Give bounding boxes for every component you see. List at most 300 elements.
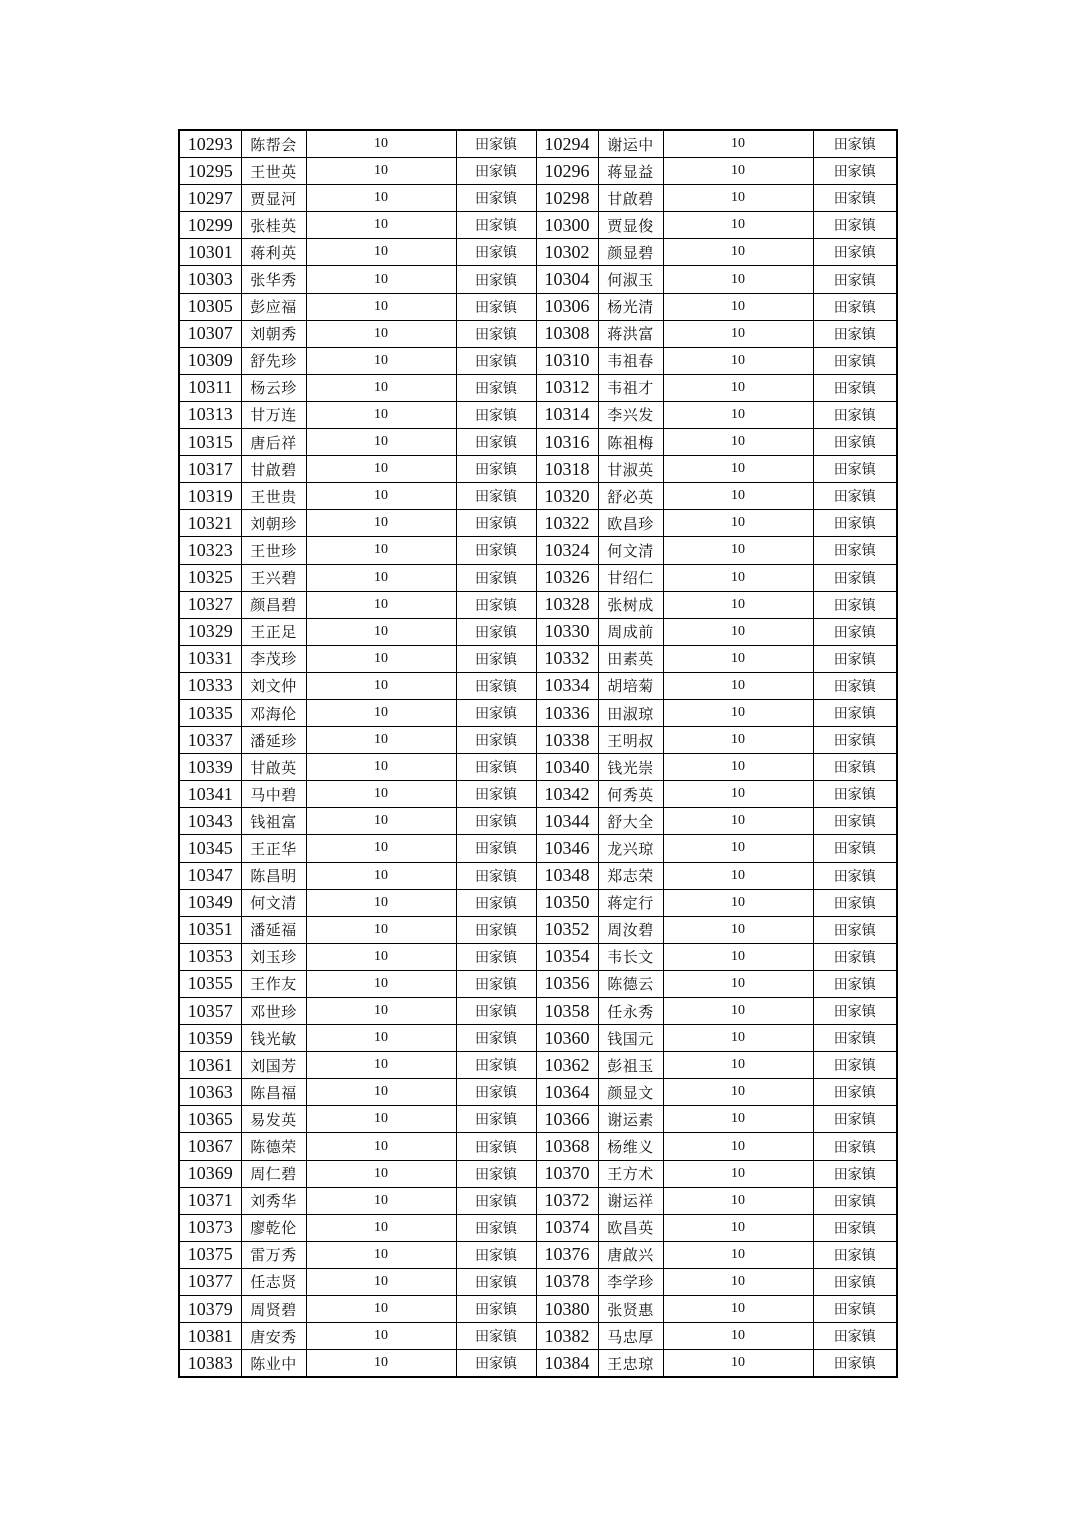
person-name-cell: 王世英: [241, 158, 306, 185]
town-name-cell: 田家镇: [813, 347, 897, 374]
person-name-cell: 甘绍仁: [598, 564, 663, 591]
town-name-cell: 田家镇: [813, 1214, 897, 1241]
table-row: [179, 429, 897, 456]
record-id-cell: 10313: [179, 401, 241, 428]
record-id-cell: 10305: [179, 293, 241, 320]
person-name-cell: 雷万秀: [241, 1241, 306, 1268]
amount-cell: 10: [306, 239, 456, 266]
person-name-cell: 颜显碧: [598, 239, 663, 266]
table-row: [179, 1079, 897, 1106]
person-name-cell: 韦祖春: [598, 347, 663, 374]
person-name-cell: 钱光敏: [241, 1025, 306, 1052]
record-id-cell: 10363: [179, 1079, 241, 1106]
amount-cell: 10: [663, 212, 813, 239]
amount-cell: 10: [663, 916, 813, 943]
town-name-cell: 田家镇: [456, 347, 536, 374]
person-name-cell: 杨光清: [598, 293, 663, 320]
amount-cell: 10: [663, 862, 813, 889]
town-name-cell: 田家镇: [456, 808, 536, 835]
town-name-cell: 田家镇: [456, 1214, 536, 1241]
table-row: [179, 212, 897, 239]
record-id-cell: 10365: [179, 1106, 241, 1133]
person-name-cell: 田淑琼: [598, 699, 663, 726]
town-name-cell: 田家镇: [456, 591, 536, 618]
table-row: [179, 130, 897, 158]
record-id-cell: 10371: [179, 1187, 241, 1214]
town-name-cell: 田家镇: [813, 212, 897, 239]
amount-cell: 10: [663, 429, 813, 456]
amount-cell: 10: [663, 1268, 813, 1295]
amount-cell: 10: [306, 537, 456, 564]
town-name-cell: 田家镇: [813, 1079, 897, 1106]
person-name-cell: 王兴碧: [241, 564, 306, 591]
amount-cell: 10: [663, 1187, 813, 1214]
town-name-cell: 田家镇: [456, 1079, 536, 1106]
person-name-cell: 甘啟英: [241, 754, 306, 781]
person-name-cell: 李兴发: [598, 401, 663, 428]
person-name-cell: 甘啟碧: [241, 456, 306, 483]
table-row: [179, 320, 897, 347]
record-id-cell: 10361: [179, 1052, 241, 1079]
record-id-cell: 10298: [536, 185, 598, 212]
record-id-cell: 10366: [536, 1106, 598, 1133]
person-name-cell: 陈昌福: [241, 1079, 306, 1106]
town-name-cell: 田家镇: [456, 916, 536, 943]
amount-cell: 10: [663, 320, 813, 347]
person-name-cell: 刘国芳: [241, 1052, 306, 1079]
amount-cell: 10: [306, 591, 456, 618]
amount-cell: 10: [306, 374, 456, 401]
amount-cell: 10: [306, 1268, 456, 1295]
record-id-cell: 10327: [179, 591, 241, 618]
person-name-cell: 唐后祥: [241, 429, 306, 456]
amount-cell: 10: [306, 401, 456, 428]
town-name-cell: 田家镇: [456, 1296, 536, 1323]
town-name-cell: 田家镇: [813, 970, 897, 997]
town-name-cell: 田家镇: [456, 727, 536, 754]
person-name-cell: 舒大全: [598, 808, 663, 835]
person-name-cell: 舒先珍: [241, 347, 306, 374]
town-name-cell: 田家镇: [813, 1025, 897, 1052]
record-id-cell: 10382: [536, 1323, 598, 1350]
record-id-cell: 10341: [179, 781, 241, 808]
amount-cell: 10: [306, 645, 456, 672]
person-name-cell: 马忠厚: [598, 1323, 663, 1350]
record-id-cell: 10304: [536, 266, 598, 293]
person-name-cell: 王方术: [598, 1160, 663, 1187]
amount-cell: 10: [306, 1025, 456, 1052]
person-name-cell: 蒋利英: [241, 239, 306, 266]
person-name-cell: 韦长文: [598, 943, 663, 970]
table-row: [179, 835, 897, 862]
amount-cell: 10: [663, 1052, 813, 1079]
person-name-cell: 陈昌明: [241, 862, 306, 889]
town-name-cell: 田家镇: [456, 1052, 536, 1079]
town-name-cell: 田家镇: [813, 1187, 897, 1214]
amount-cell: 10: [306, 1160, 456, 1187]
table-row: [179, 1187, 897, 1214]
person-name-cell: 邓世珍: [241, 998, 306, 1025]
person-name-cell: 易发英: [241, 1106, 306, 1133]
record-id-cell: 10334: [536, 672, 598, 699]
town-name-cell: 田家镇: [813, 130, 897, 158]
record-id-cell: 10336: [536, 699, 598, 726]
table-row: [179, 456, 897, 483]
town-name-cell: 田家镇: [813, 943, 897, 970]
record-id-cell: 10325: [179, 564, 241, 591]
record-id-cell: 10301: [179, 239, 241, 266]
amount-cell: 10: [306, 699, 456, 726]
record-id-cell: 10299: [179, 212, 241, 239]
roster-body: [179, 130, 897, 1377]
record-id-cell: 10328: [536, 591, 598, 618]
amount-cell: 10: [663, 970, 813, 997]
record-id-cell: 10310: [536, 347, 598, 374]
amount-cell: 10: [306, 130, 456, 158]
town-name-cell: 田家镇: [813, 916, 897, 943]
record-id-cell: 10297: [179, 185, 241, 212]
record-id-cell: 10378: [536, 1268, 598, 1295]
town-name-cell: 田家镇: [813, 293, 897, 320]
town-name-cell: 田家镇: [813, 429, 897, 456]
record-id-cell: 10319: [179, 483, 241, 510]
record-id-cell: 10384: [536, 1350, 598, 1378]
person-name-cell: 贾显俊: [598, 212, 663, 239]
town-name-cell: 田家镇: [456, 1241, 536, 1268]
record-id-cell: 10362: [536, 1052, 598, 1079]
amount-cell: 10: [663, 483, 813, 510]
amount-cell: 10: [306, 483, 456, 510]
record-id-cell: 10368: [536, 1133, 598, 1160]
person-name-cell: 周成前: [598, 618, 663, 645]
amount-cell: 10: [663, 1106, 813, 1133]
town-name-cell: 田家镇: [813, 537, 897, 564]
person-name-cell: 张华秀: [241, 266, 306, 293]
person-name-cell: 舒必英: [598, 483, 663, 510]
amount-cell: 10: [306, 564, 456, 591]
person-name-cell: 王世珍: [241, 537, 306, 564]
record-id-cell: 10294: [536, 130, 598, 158]
town-name-cell: 田家镇: [456, 1268, 536, 1295]
table-row: [179, 266, 897, 293]
record-id-cell: 10309: [179, 347, 241, 374]
record-id-cell: 10302: [536, 239, 598, 266]
amount-cell: 10: [306, 320, 456, 347]
town-name-cell: 田家镇: [456, 1106, 536, 1133]
record-id-cell: 10330: [536, 618, 598, 645]
amount-cell: 10: [663, 266, 813, 293]
amount-cell: 10: [306, 781, 456, 808]
amount-cell: 10: [306, 808, 456, 835]
person-name-cell: 王正华: [241, 835, 306, 862]
table-row: [179, 1268, 897, 1295]
record-id-cell: 10320: [536, 483, 598, 510]
person-name-cell: 邓海伦: [241, 699, 306, 726]
record-id-cell: 10300: [536, 212, 598, 239]
table-row: [179, 1241, 897, 1268]
record-id-cell: 10338: [536, 727, 598, 754]
amount-cell: 10: [306, 456, 456, 483]
record-id-cell: 10326: [536, 564, 598, 591]
record-id-cell: 10373: [179, 1214, 241, 1241]
town-name-cell: 田家镇: [456, 564, 536, 591]
amount-cell: 10: [663, 456, 813, 483]
record-id-cell: 10347: [179, 862, 241, 889]
record-id-cell: 10379: [179, 1296, 241, 1323]
table-row: [179, 293, 897, 320]
person-name-cell: 蒋洪富: [598, 320, 663, 347]
person-name-cell: 钱国元: [598, 1025, 663, 1052]
town-name-cell: 田家镇: [456, 835, 536, 862]
amount-cell: 10: [306, 1133, 456, 1160]
record-id-cell: 10351: [179, 916, 241, 943]
town-name-cell: 田家镇: [813, 320, 897, 347]
town-name-cell: 田家镇: [813, 564, 897, 591]
record-id-cell: 10329: [179, 618, 241, 645]
town-name-cell: 田家镇: [813, 1296, 897, 1323]
person-name-cell: 钱光崇: [598, 754, 663, 781]
table-row: [179, 537, 897, 564]
amount-cell: 10: [663, 1323, 813, 1350]
amount-cell: 10: [663, 672, 813, 699]
town-name-cell: 田家镇: [813, 1323, 897, 1350]
person-name-cell: 胡培菊: [598, 672, 663, 699]
record-id-cell: 10380: [536, 1296, 598, 1323]
amount-cell: 10: [306, 1079, 456, 1106]
table-row: [179, 374, 897, 401]
town-name-cell: 田家镇: [813, 483, 897, 510]
town-name-cell: 田家镇: [456, 1323, 536, 1350]
record-id-cell: 10316: [536, 429, 598, 456]
record-id-cell: 10377: [179, 1268, 241, 1295]
town-name-cell: 田家镇: [813, 862, 897, 889]
amount-cell: 10: [306, 266, 456, 293]
amount-cell: 10: [663, 781, 813, 808]
amount-cell: 10: [306, 1187, 456, 1214]
person-name-cell: 王正足: [241, 618, 306, 645]
record-id-cell: 10357: [179, 998, 241, 1025]
person-name-cell: 何秀英: [598, 781, 663, 808]
table-row: [179, 699, 897, 726]
amount-cell: 10: [306, 212, 456, 239]
amount-cell: 10: [663, 347, 813, 374]
table-row: [179, 1214, 897, 1241]
town-name-cell: 田家镇: [456, 672, 536, 699]
amount-cell: 10: [663, 727, 813, 754]
town-name-cell: 田家镇: [456, 239, 536, 266]
amount-cell: 10: [306, 672, 456, 699]
record-id-cell: 10370: [536, 1160, 598, 1187]
town-name-cell: 田家镇: [813, 1350, 897, 1378]
record-id-cell: 10383: [179, 1350, 241, 1378]
person-name-cell: 廖乾伦: [241, 1214, 306, 1241]
person-name-cell: 韦祖才: [598, 374, 663, 401]
town-name-cell: 田家镇: [456, 970, 536, 997]
table-row: [179, 781, 897, 808]
record-id-cell: 10348: [536, 862, 598, 889]
person-name-cell: 陈帮会: [241, 130, 306, 158]
town-name-cell: 田家镇: [813, 1268, 897, 1295]
record-id-cell: 10355: [179, 970, 241, 997]
amount-cell: 10: [306, 943, 456, 970]
town-name-cell: 田家镇: [813, 672, 897, 699]
person-name-cell: 张树成: [598, 591, 663, 618]
record-id-cell: 10343: [179, 808, 241, 835]
record-id-cell: 10335: [179, 699, 241, 726]
person-name-cell: 郑志荣: [598, 862, 663, 889]
person-name-cell: 欧昌英: [598, 1214, 663, 1241]
person-name-cell: 任永秀: [598, 998, 663, 1025]
table-row: [179, 1323, 897, 1350]
person-name-cell: 甘淑英: [598, 456, 663, 483]
amount-cell: 10: [306, 862, 456, 889]
amount-cell: 10: [663, 374, 813, 401]
amount-cell: 10: [663, 998, 813, 1025]
town-name-cell: 田家镇: [813, 808, 897, 835]
town-name-cell: 田家镇: [456, 212, 536, 239]
record-id-cell: 10308: [536, 320, 598, 347]
person-name-cell: 王忠琼: [598, 1350, 663, 1378]
record-id-cell: 10307: [179, 320, 241, 347]
amount-cell: 10: [663, 130, 813, 158]
amount-cell: 10: [663, 618, 813, 645]
record-id-cell: 10346: [536, 835, 598, 862]
person-name-cell: 欧昌珍: [598, 510, 663, 537]
table-row: [179, 970, 897, 997]
amount-cell: 10: [663, 510, 813, 537]
table-row: [179, 564, 897, 591]
town-name-cell: 田家镇: [456, 401, 536, 428]
record-id-cell: 10322: [536, 510, 598, 537]
amount-cell: 10: [306, 1214, 456, 1241]
record-id-cell: 10352: [536, 916, 598, 943]
table-row: [179, 943, 897, 970]
town-name-cell: 田家镇: [813, 1241, 897, 1268]
person-name-cell: 马中碧: [241, 781, 306, 808]
town-name-cell: 田家镇: [813, 591, 897, 618]
amount-cell: 10: [663, 1079, 813, 1106]
amount-cell: 10: [306, 835, 456, 862]
town-name-cell: 田家镇: [813, 1052, 897, 1079]
table-row: [179, 645, 897, 672]
table-row: [179, 483, 897, 510]
town-name-cell: 田家镇: [813, 374, 897, 401]
table-row: [179, 591, 897, 618]
person-name-cell: 王明叔: [598, 727, 663, 754]
amount-cell: 10: [663, 401, 813, 428]
table-row: [179, 347, 897, 374]
record-id-cell: 10312: [536, 374, 598, 401]
record-id-cell: 10303: [179, 266, 241, 293]
town-name-cell: 田家镇: [456, 1025, 536, 1052]
record-id-cell: 10354: [536, 943, 598, 970]
amount-cell: 10: [663, 293, 813, 320]
person-name-cell: 刘朝秀: [241, 320, 306, 347]
town-name-cell: 田家镇: [456, 456, 536, 483]
amount-cell: 10: [663, 889, 813, 916]
amount-cell: 10: [306, 347, 456, 374]
roster-table: [178, 129, 898, 1378]
person-name-cell: 谢运祥: [598, 1187, 663, 1214]
table-row: [179, 862, 897, 889]
record-id-cell: 10369: [179, 1160, 241, 1187]
town-name-cell: 田家镇: [813, 727, 897, 754]
town-name-cell: 田家镇: [456, 1160, 536, 1187]
record-id-cell: 10367: [179, 1133, 241, 1160]
person-name-cell: 刘玉珍: [241, 943, 306, 970]
person-name-cell: 颜显文: [598, 1079, 663, 1106]
record-id-cell: 10331: [179, 645, 241, 672]
person-name-cell: 谢运中: [598, 130, 663, 158]
person-name-cell: 彭应福: [241, 293, 306, 320]
record-id-cell: 10315: [179, 429, 241, 456]
record-id-cell: 10372: [536, 1187, 598, 1214]
amount-cell: 10: [306, 889, 456, 916]
person-name-cell: 何文清: [241, 889, 306, 916]
town-name-cell: 田家镇: [813, 1160, 897, 1187]
table-row: [179, 998, 897, 1025]
person-name-cell: 周汝碧: [598, 916, 663, 943]
record-id-cell: 10344: [536, 808, 598, 835]
person-name-cell: 甘啟碧: [598, 185, 663, 212]
record-id-cell: 10324: [536, 537, 598, 564]
town-name-cell: 田家镇: [456, 510, 536, 537]
table-row: [179, 185, 897, 212]
amount-cell: 10: [663, 185, 813, 212]
record-id-cell: 10349: [179, 889, 241, 916]
town-name-cell: 田家镇: [813, 618, 897, 645]
amount-cell: 10: [663, 1241, 813, 1268]
amount-cell: 10: [306, 1241, 456, 1268]
town-name-cell: 田家镇: [456, 293, 536, 320]
table-row: [179, 401, 897, 428]
town-name-cell: 田家镇: [456, 130, 536, 158]
amount-cell: 10: [663, 564, 813, 591]
town-name-cell: 田家镇: [456, 374, 536, 401]
amount-cell: 10: [663, 645, 813, 672]
person-name-cell: 李学珍: [598, 1268, 663, 1295]
record-id-cell: 10374: [536, 1214, 598, 1241]
town-name-cell: 田家镇: [456, 699, 536, 726]
town-name-cell: 田家镇: [456, 1350, 536, 1378]
amount-cell: 10: [306, 1052, 456, 1079]
town-name-cell: 田家镇: [813, 1106, 897, 1133]
record-id-cell: 10381: [179, 1323, 241, 1350]
person-name-cell: 王作友: [241, 970, 306, 997]
town-name-cell: 田家镇: [456, 889, 536, 916]
table-row: [179, 510, 897, 537]
person-name-cell: 龙兴琼: [598, 835, 663, 862]
amount-cell: 10: [306, 185, 456, 212]
amount-cell: 10: [306, 1106, 456, 1133]
amount-cell: 10: [663, 1214, 813, 1241]
person-name-cell: 田素英: [598, 645, 663, 672]
town-name-cell: 田家镇: [456, 483, 536, 510]
person-name-cell: 张桂英: [241, 212, 306, 239]
town-name-cell: 田家镇: [456, 645, 536, 672]
table-row: [179, 1133, 897, 1160]
amount-cell: 10: [306, 1350, 456, 1378]
amount-cell: 10: [663, 158, 813, 185]
town-name-cell: 田家镇: [813, 510, 897, 537]
table-row: [179, 1160, 897, 1187]
person-name-cell: 谢运素: [598, 1106, 663, 1133]
person-name-cell: 陈祖梅: [598, 429, 663, 456]
table-row: [179, 727, 897, 754]
amount-cell: 10: [306, 727, 456, 754]
table-row: [179, 1052, 897, 1079]
amount-cell: 10: [663, 699, 813, 726]
